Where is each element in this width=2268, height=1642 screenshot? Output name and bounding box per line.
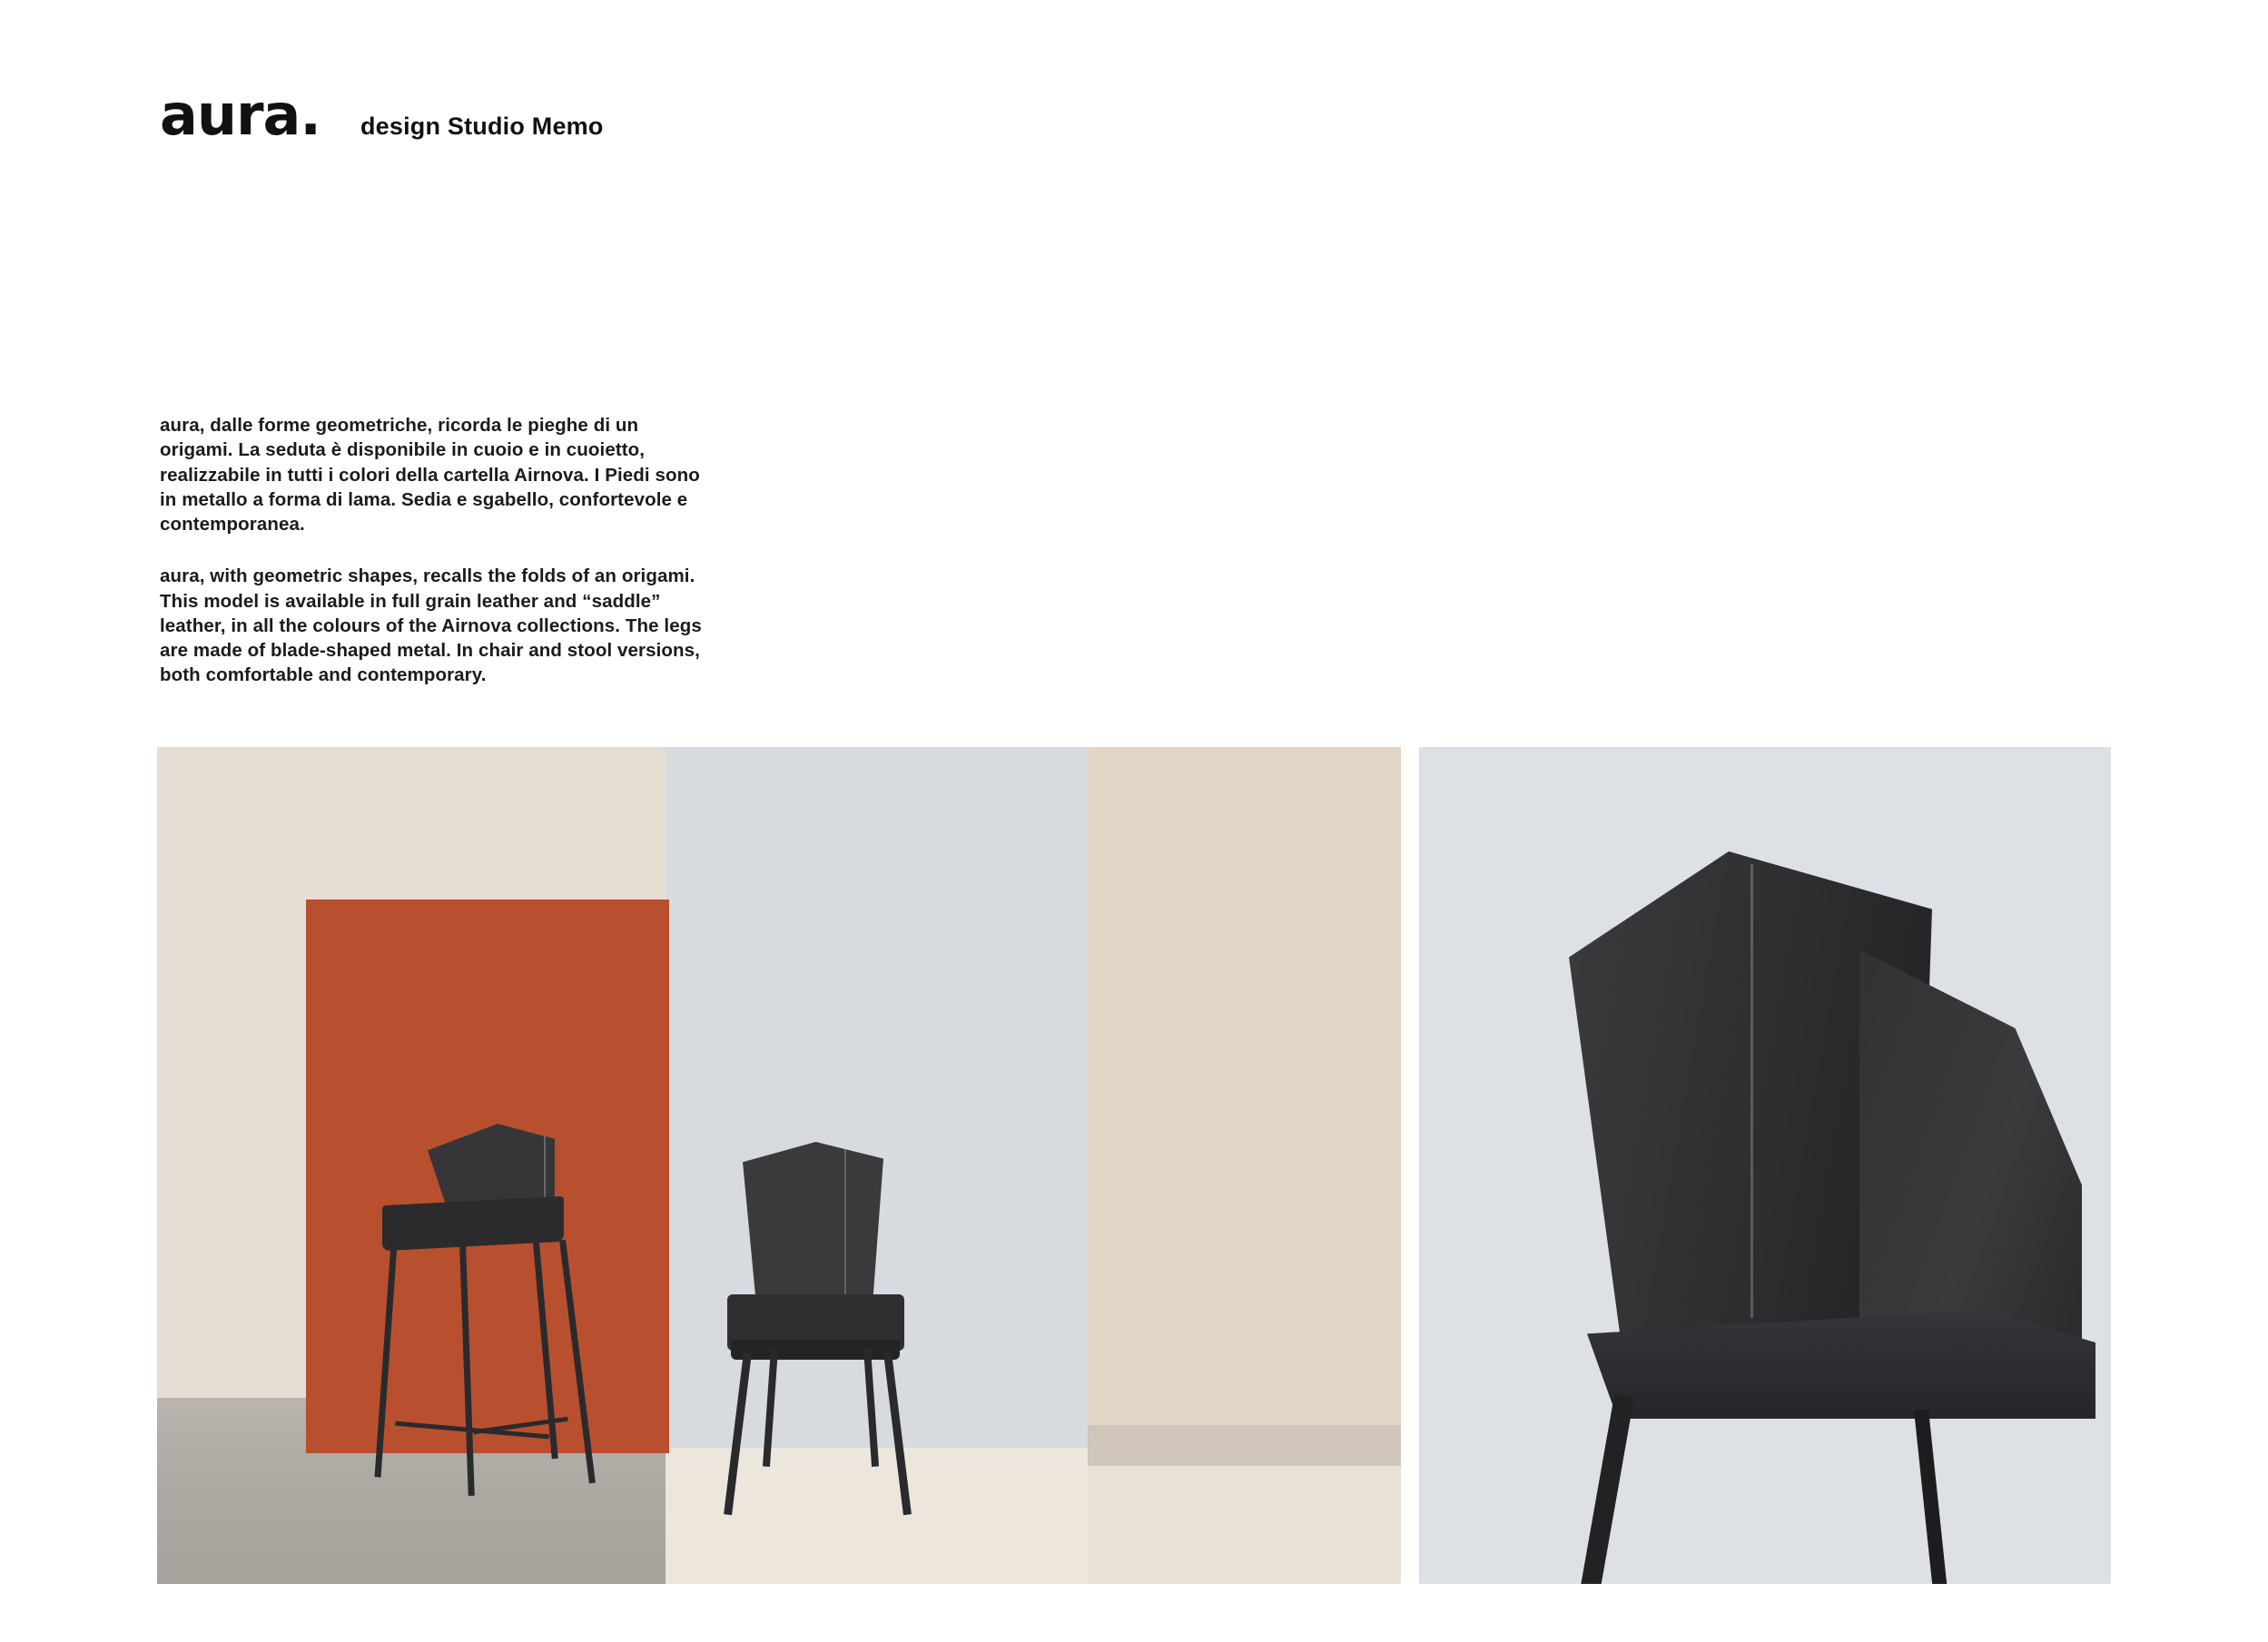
stool-leg xyxy=(375,1237,398,1478)
stool-leg xyxy=(559,1240,596,1484)
closeup-leg xyxy=(1581,1394,1634,1584)
designer-credit: design Studio Memo xyxy=(360,113,604,140)
showroom-photo xyxy=(157,747,1401,1584)
chair-leg xyxy=(763,1349,778,1467)
product-description xyxy=(160,413,705,688)
chair-backrest xyxy=(743,1142,883,1310)
aura-chair-closeup xyxy=(1533,851,2111,1584)
aura-chair xyxy=(711,1142,938,1519)
product-image-gallery xyxy=(157,747,2111,1584)
closeup-back-seam xyxy=(1750,864,1753,1318)
page-header xyxy=(160,82,604,148)
chair-leg xyxy=(724,1352,752,1515)
stool-leg xyxy=(459,1242,475,1496)
chair-leg xyxy=(863,1349,879,1467)
chair-seat-front xyxy=(731,1340,900,1360)
chair-closeup-photo xyxy=(1419,747,2111,1584)
brand-logo: aura. xyxy=(160,82,320,148)
chair-leg xyxy=(883,1352,912,1515)
aura-stool xyxy=(364,1124,591,1505)
closeup-leg xyxy=(1914,1409,1948,1584)
description-english: aura, with geometric shapes, recalls the folds of an origami. This model is available in full grain leather and “saddle” leather, in all the colours of the Airnova collections. The legs are made of blade-shaped metal. In chair and stool versions, both comfortable and contemporary. xyxy=(160,565,702,686)
closeup-side-panel xyxy=(1859,915,2082,1351)
chair-back-seam xyxy=(844,1147,846,1306)
description-italian: aura, dalle forme geometriche, ricorda le pieghe di un origami. La seduta è disponibile in cuoio e in cuoietto, realizzabile in tutti i colori della cartella Airnova. I Piedi sono in metallo a forma di lama. Sedia e sgabello, confortevole e contemporanea. xyxy=(160,415,700,535)
